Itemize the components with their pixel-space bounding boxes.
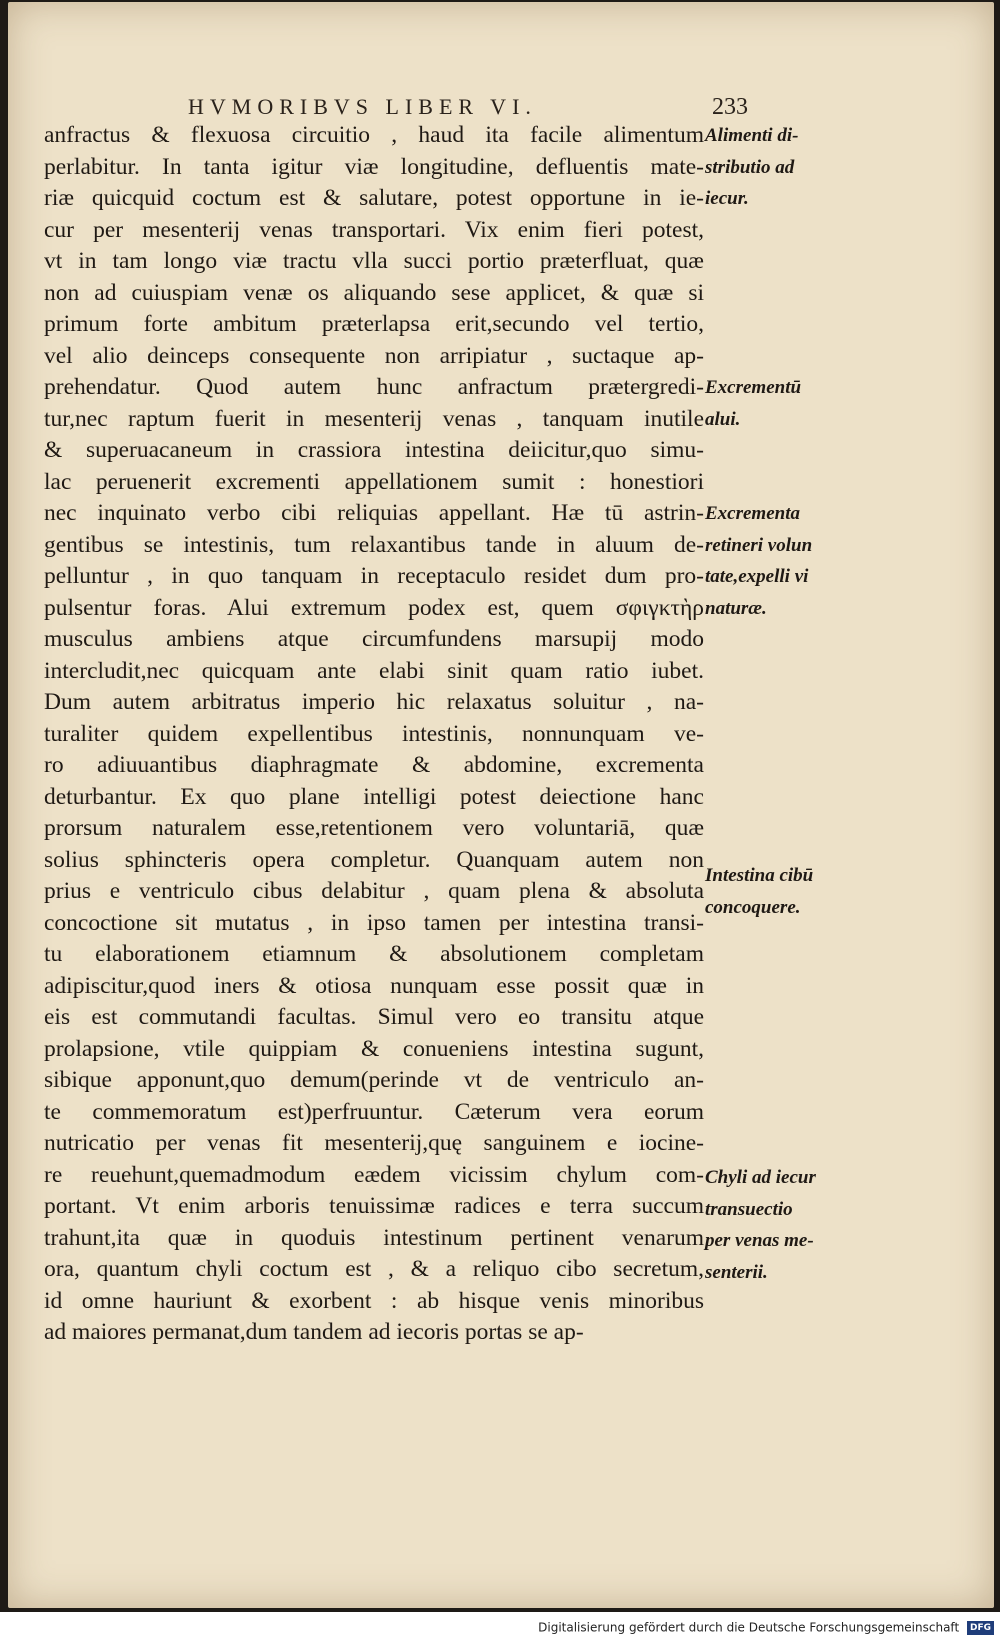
text-line: prorsum naturalem esse,retentionem vero voluntariā, quæ bbox=[44, 815, 704, 841]
marginal-note-line: stributio ad bbox=[705, 156, 795, 178]
marginal-note-line: Excrementa bbox=[705, 503, 800, 524]
marginal-note-line: naturæ. bbox=[705, 597, 767, 619]
marginal-note-line: Excrementū bbox=[705, 377, 802, 398]
marginal-note-intestina bbox=[705, 860, 813, 923]
text-line: pelluntur , in quo tanquam in receptaculo residet dum pro- bbox=[44, 563, 704, 589]
text-line: prolapsione, vtile quippiam & conueniens intestina sugunt, bbox=[44, 1035, 704, 1062]
text-line: cur per mesenterij venas transportari. Vix enim fieri potest, bbox=[44, 216, 704, 243]
credit-text: Digitalisierung gefördert durch die Deutsche Forschungsgemeinschaft bbox=[538, 1620, 960, 1635]
marginal-note-excrementum bbox=[705, 372, 801, 435]
text-line: gentibus se intestinis, tum relaxantibus tande in aluum de- bbox=[44, 531, 704, 558]
digitization-credit bbox=[0, 1616, 994, 1638]
text-line: anfractus & flexuosa circuitio , haud ita facile alimentum bbox=[44, 122, 704, 148]
text-line: Dum autem arbitratus imperio hic relaxatus soluitur , na- bbox=[44, 689, 704, 715]
text-line: lac peruenerit excrementi appellationem sumit : honestiori bbox=[44, 468, 704, 495]
text-line: ora, quantum chyli coctum est , & a reliquo cibo secretum, bbox=[44, 1256, 704, 1282]
text-line: vt in tam longo viæ tractu vlla succi portio præterfluat, quæ bbox=[44, 248, 704, 274]
page-header bbox=[188, 94, 748, 121]
text-line: eis est commutandi facultas. Simul vero eo transitu atque bbox=[44, 1004, 704, 1030]
text-line: turaliter quidem expellentibus intestinis, nonnunquam ve- bbox=[44, 720, 704, 747]
marginal-note-chyli bbox=[705, 1162, 816, 1288]
text-line: nutricatio per venas fit mesenterij,quę sanguinem e iocine- bbox=[44, 1130, 704, 1156]
text-line: solius sphincteris opera completur. Quanquam autem non bbox=[44, 846, 704, 873]
text-line: ad maiores permanat,dum tandem ad iecoris portas se ap- bbox=[44, 1319, 584, 1345]
text-line: te commemoratum est)perfruuntur. Cæterum vera eorum bbox=[44, 1098, 704, 1125]
text-line: musculus ambiens atque circumfundens marsupij modo bbox=[44, 626, 704, 652]
text-line: vel alio deinceps consequente non arripiatur , suctaque ap- bbox=[44, 342, 704, 369]
text-line: & superuacaneum in crassiora intestina deiicitur,quo simu- bbox=[44, 437, 704, 463]
marginal-note-excrementa bbox=[705, 498, 812, 624]
dfg-logo: DFG bbox=[967, 1621, 994, 1635]
marginal-note-line: tate,expelli vi bbox=[705, 566, 809, 587]
marginal-note-line: transuectio bbox=[705, 1198, 793, 1220]
marginal-note-line: iecur. bbox=[705, 188, 749, 209]
marginal-note-line: Chyli ad iecur bbox=[705, 1167, 816, 1188]
text-line: nec inquinato verbo cibi reliquias appellant. Hæ tū astrin- bbox=[44, 500, 704, 526]
text-line: prehendatur. Quod autem hunc anfractum prætergredi- bbox=[44, 374, 704, 400]
text-line: tur,nec raptum fuerit in mesenterij venas , tanquam inutile bbox=[44, 405, 704, 432]
running-title: HVMORIBVS LIBER VI. bbox=[188, 94, 537, 119]
text-line: pulsentur foras. Alui extremum podex est, quem σφιγκτὴρ bbox=[44, 594, 704, 621]
marginal-note-line: retineri volun bbox=[705, 534, 813, 556]
text-line: sibique apponunt,quo demum(perinde vt de ventriculo an- bbox=[44, 1067, 704, 1093]
text-line: prius e ventriculo cibus delabitur , quam plena & absoluta bbox=[44, 878, 704, 904]
marginal-note-line: Alimenti di- bbox=[705, 125, 799, 146]
marginal-note-alimenti bbox=[705, 120, 798, 215]
marginal-note-line: alui. bbox=[705, 408, 741, 430]
text-line: intercludit,nec quicquam ante elabi sinit quam ratio iubet. bbox=[44, 657, 704, 684]
text-line: deturbantur. Ex quo plane intelligi potest deiectione hanc bbox=[44, 783, 704, 810]
text-line: primum forte ambitum præterlapsa erit,secundo vel tertio, bbox=[44, 311, 704, 337]
text-line: portant. Vt enim arboris tenuissimæ radices e terra succum bbox=[44, 1193, 704, 1219]
text-line: ro adiuuantibus diaphragmate & abdomine, excrementa bbox=[44, 752, 704, 778]
folio-number: 233 bbox=[712, 94, 748, 120]
book-page bbox=[8, 2, 994, 1608]
text-line: perlabitur. In tanta igitur viæ longitudine, defluentis mate- bbox=[44, 153, 704, 180]
text-line: concoctione sit mutatus , in ipso tamen per intestina transi- bbox=[44, 909, 704, 936]
text-line: adipiscitur,quod iners & otiosa nunquam esse possit quæ in bbox=[44, 972, 704, 999]
text-line: tu elaborationem etiamnum & absolutionem completam bbox=[44, 941, 704, 967]
marginal-note-line: per venas me- bbox=[705, 1230, 814, 1251]
text-line: trahunt,ita quæ in quoduis intestinum pertinent venarum bbox=[44, 1224, 704, 1251]
marginal-note-line: concoquere. bbox=[705, 896, 801, 918]
text-line: re reuehunt,quemadmodum eædem vicissim chylum com- bbox=[44, 1161, 704, 1188]
marginal-note-line: Intestina cibū bbox=[705, 865, 814, 886]
text-line: id omne hauriunt & exorbent : ab hisque venis minoribus bbox=[44, 1287, 704, 1314]
text-line: non ad cuiuspiam venæ os aliquando sese applicet, & quæ si bbox=[44, 279, 704, 306]
marginal-note-line: senterii. bbox=[705, 1261, 768, 1283]
text-line: riæ quicquid coctum est & salutare, potest opportune in ie- bbox=[44, 185, 704, 211]
body-text bbox=[44, 120, 704, 1349]
